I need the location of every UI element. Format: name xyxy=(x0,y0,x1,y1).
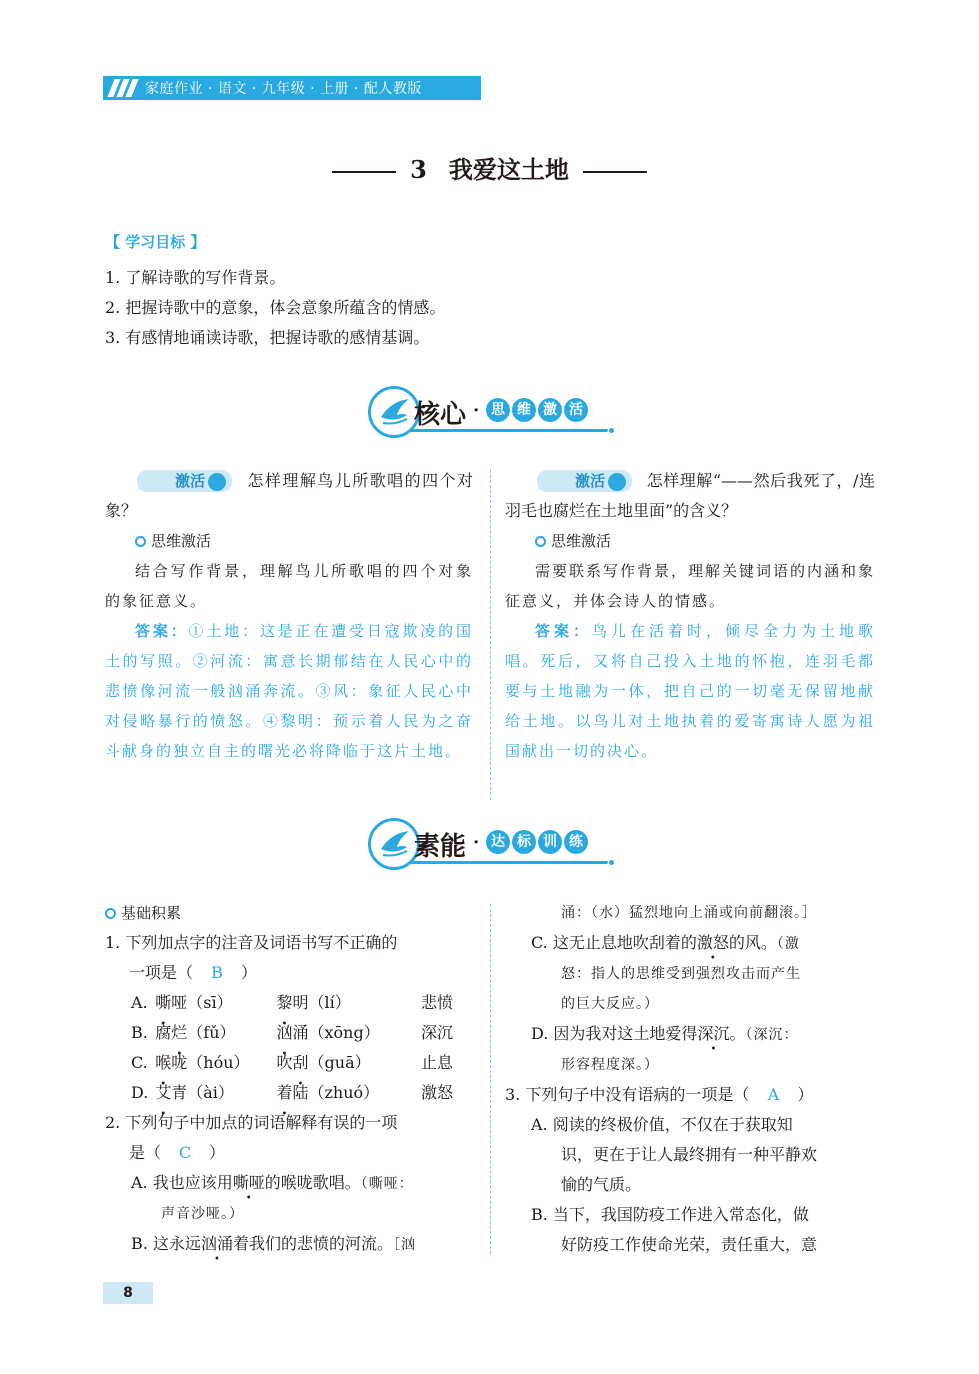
q1-option-a xyxy=(105,988,477,1018)
word-post: 涌（xōng） xyxy=(292,1023,380,1042)
q2-option-a-note: 声音沙哑。） xyxy=(161,1206,244,1222)
option-word-3: 悲愤 xyxy=(421,993,454,1012)
q2-option-d-note: 形容程度深。） xyxy=(561,1057,659,1073)
lesson-name: 我爱这土地 xyxy=(448,155,569,184)
answer-block xyxy=(105,616,473,766)
exercises-left xyxy=(105,898,477,1260)
activation-question xyxy=(505,466,875,526)
sub-heading-text: 思维激活 xyxy=(551,532,612,550)
dotted-char: 着 xyxy=(276,1083,293,1102)
q2-option-c-note-cont: 的巨大反应。） xyxy=(561,996,659,1012)
q3-option-b: B. 当下，我国防疫工作进入常态化，做 xyxy=(531,1205,809,1224)
dotted-char: 刮 xyxy=(292,1053,309,1072)
q1-answer: B xyxy=(211,963,223,982)
q2-option-c xyxy=(505,928,877,959)
badge-pills xyxy=(486,830,588,854)
question-text: 怎样理解“——然后我死了，/连羽毛也腐烂在土地里面”的含义？ xyxy=(505,471,875,520)
word-post: 咙（hóu） xyxy=(171,1053,250,1072)
objectives-list xyxy=(105,263,445,353)
q2-option-b xyxy=(105,1229,477,1260)
q2-option-d xyxy=(505,1019,877,1050)
basics-heading-text: 基础积累 xyxy=(121,904,182,922)
answer-text: 鸟儿在活着时，倾尽全力为土地歌唱。死后，又将自己投入土地的怀抱，连羽毛都要与土地融为一体，把自己的一切毫无保留地献给土地。以鸟儿对土地执着的爱寄寓诗人愿为祖国献出一切的决心。 xyxy=(505,622,875,760)
option-word-1 xyxy=(155,988,276,1018)
ring-icon xyxy=(135,536,146,547)
objective-item: 1. 了解诗歌的写作背景。 xyxy=(105,268,286,287)
option-word-2 xyxy=(276,988,421,1018)
badge-pills xyxy=(486,398,588,422)
option-pre: C. 这无止息地吹刮着的 xyxy=(531,933,697,952)
option-post: 的喉咙歌唱。 xyxy=(264,1173,361,1192)
badge-pill: 标 xyxy=(512,830,536,854)
word-pre: 吹 xyxy=(276,1053,293,1072)
option-word-3: 激怒 xyxy=(421,1083,454,1102)
dotted-char: 汹 xyxy=(276,1023,293,1042)
dotted-char: 喉 xyxy=(155,1053,172,1072)
word-post: 哑（sī） xyxy=(171,993,233,1012)
dotted-char: 艾 xyxy=(155,1083,172,1102)
objectives-heading: 【 学习目标 】 xyxy=(105,233,206,251)
option-pre: B. 这永远 xyxy=(131,1234,201,1253)
objective-item: 2. 把握诗歌中的意象，体会意象所蕴含的情感。 xyxy=(105,298,446,317)
option-word-1 xyxy=(155,1048,276,1078)
word-post: （fǔ） xyxy=(187,1023,236,1042)
option-label: B. xyxy=(131,1023,148,1042)
dotted-word: 深沉 xyxy=(697,1024,730,1043)
word-pre: 腐 xyxy=(155,1023,172,1042)
option-post: 的风。 xyxy=(728,933,777,952)
tag-number: 2 xyxy=(608,473,626,491)
thinking-heading xyxy=(535,526,875,556)
column-divider xyxy=(490,470,491,800)
word-post: 明（lí） xyxy=(292,993,351,1012)
option-word-2 xyxy=(276,1048,421,1078)
question-3 xyxy=(505,1080,877,1260)
tag-label: 激活 xyxy=(575,472,606,490)
option-word-1 xyxy=(155,1078,276,1108)
q2-close: ） xyxy=(209,1143,226,1162)
option-note: （激 xyxy=(776,936,800,952)
option-note: （深沉： xyxy=(745,1027,799,1043)
word-post: （guā） xyxy=(308,1053,371,1072)
q1-stem: 1. 下列加点字的注音及词语书写不正确的 xyxy=(105,933,398,952)
q3-option-a-cont: 识，更在于让人最终拥有一种平静欢 xyxy=(561,1145,818,1164)
objective-item: 3. 有感情地诵读诗歌，把握诗歌的感情基调。 xyxy=(105,328,430,347)
badge-title: 素能 xyxy=(414,832,467,862)
q1-option-c xyxy=(105,1048,477,1078)
badge-pill: 维 xyxy=(512,398,536,422)
section-badge-skills xyxy=(368,818,618,878)
section-badge-core xyxy=(368,386,618,446)
ring-icon xyxy=(105,908,116,919)
q2-stem-cont xyxy=(105,1138,477,1168)
option-word-3: 深沉 xyxy=(421,1023,454,1042)
badge-pill: 训 xyxy=(538,830,562,854)
badge-pill: 达 xyxy=(486,830,510,854)
option-word-3: 止息 xyxy=(421,1053,454,1072)
ring-icon xyxy=(535,536,546,547)
option-word-1 xyxy=(155,1018,276,1048)
dotted-word: 嘶哑 xyxy=(232,1173,265,1192)
option-word-2 xyxy=(276,1018,421,1048)
bird-icon xyxy=(368,818,420,870)
q2-option-b-note: 涌：（水）猛烈地向上涌或向前翻滚。］ xyxy=(561,905,817,921)
option-pre: A. 我也应该用 xyxy=(131,1173,233,1192)
question-text: 怎样理解鸟儿所歌唱的四个对象？ xyxy=(105,471,473,520)
question-1 xyxy=(105,928,477,1108)
q1-stem-cont xyxy=(105,958,477,988)
option-post: 着我们的悲愤的河流。 xyxy=(232,1234,393,1253)
q3-stem xyxy=(505,1080,877,1110)
option-note: （嘶哑： xyxy=(360,1176,414,1192)
q3-option-a-cont: 愉的气质。 xyxy=(561,1175,642,1194)
answer-block xyxy=(505,616,875,766)
slash-decoration xyxy=(111,79,135,97)
bird-icon xyxy=(368,386,420,438)
answer-label: 答案： xyxy=(135,622,189,640)
title-rule-left xyxy=(332,171,396,173)
header-banner xyxy=(103,76,481,100)
activation-question xyxy=(105,466,473,526)
title-rule-right xyxy=(583,171,647,173)
q3-close: ） xyxy=(797,1085,814,1104)
thinking-heading xyxy=(135,526,473,556)
dotted-char: 烂 xyxy=(171,1023,188,1042)
answer-label: 答案： xyxy=(535,622,592,640)
badge-dot: · xyxy=(473,832,480,853)
option-label: D. xyxy=(131,1083,149,1102)
word-post: 青（ài） xyxy=(171,1083,234,1102)
q1-stem-b: 一项是（ xyxy=(129,963,194,982)
lesson-number: 3 xyxy=(410,155,427,184)
option-pre: D. 因为我对这土地爱得 xyxy=(531,1024,698,1043)
page-number: 8 xyxy=(103,1282,153,1304)
column-divider xyxy=(490,904,491,1254)
question-2 xyxy=(105,1108,477,1260)
activation-tag xyxy=(537,470,649,492)
lesson-title xyxy=(0,150,979,185)
option-label: A. xyxy=(131,993,148,1012)
activation-tag xyxy=(137,470,249,492)
word-post: 陆（zhuó） xyxy=(292,1083,380,1102)
q3-answer: A xyxy=(767,1085,780,1104)
basics-heading xyxy=(105,898,477,928)
badge-pill: 练 xyxy=(564,830,588,854)
option-post: 。 xyxy=(729,1024,746,1043)
tag-number: 1 xyxy=(208,473,226,491)
dotted-char: 黎 xyxy=(276,993,293,1012)
q3-option-a: A. 阅读的终极价值，不仅在于获取知 xyxy=(531,1115,793,1134)
option-label: C. xyxy=(131,1053,148,1072)
q2-stem-b: 是（ xyxy=(129,1143,162,1162)
q2-answer: C xyxy=(178,1143,192,1162)
hint-text: 结合写作背景，理解鸟儿所歌唱的四个对象的象征意义。 xyxy=(105,562,473,610)
q3-stem-text: 3. 下列句子中没有语病的一项是（ xyxy=(505,1085,750,1104)
badge-dot: · xyxy=(473,400,480,421)
banner-text: 家庭作业 · 语文 · 九年级 · 上册 · 配人教版 xyxy=(145,81,422,97)
q2-option-c-note: 怒：指人的思维受到强烈攻击而产生 xyxy=(561,966,801,982)
activation-2 xyxy=(505,466,875,766)
activation-1 xyxy=(105,466,473,766)
tag-label: 激活 xyxy=(175,472,206,490)
q2-stem: 2. 下列句子中加点的词语解释有误的一项 xyxy=(105,1113,398,1132)
answer-text: ①土地：这是正在遭受日寇欺凌的国土的写照。②河流：寓意长期郁结在人民心中的悲愤像河流一般汹涌奔流。③风：象征人民心中对侵略暴行的愤怒。④黎明：预示着人民为之奋斗献身的独立自主的曙光必将降临于这片土地。 xyxy=(105,622,473,760)
dotted-char: 嘶 xyxy=(155,993,172,1012)
badge-title: 核心 xyxy=(414,400,467,430)
badge-pill: 活 xyxy=(564,398,588,422)
q2-option-a xyxy=(105,1168,477,1199)
dotted-word: 汹涌 xyxy=(200,1234,233,1253)
dotted-word: 激怒 xyxy=(696,933,729,952)
badge-pill: 激 xyxy=(538,398,562,422)
badge-pill: 思 xyxy=(486,398,510,422)
sub-heading-text: 思维激活 xyxy=(151,532,212,550)
exercises-right xyxy=(505,898,877,1260)
q3-option-b-cont: 好防疫工作使命光荣，责任重大，意 xyxy=(561,1235,818,1254)
q1-option-d xyxy=(105,1078,477,1108)
q1-close: ） xyxy=(241,963,258,982)
option-note: ［汹 xyxy=(392,1237,416,1253)
hint-text: 需要联系写作背景，理解关键词语的内涵和象征意义，并体会诗人的情感。 xyxy=(505,562,876,610)
